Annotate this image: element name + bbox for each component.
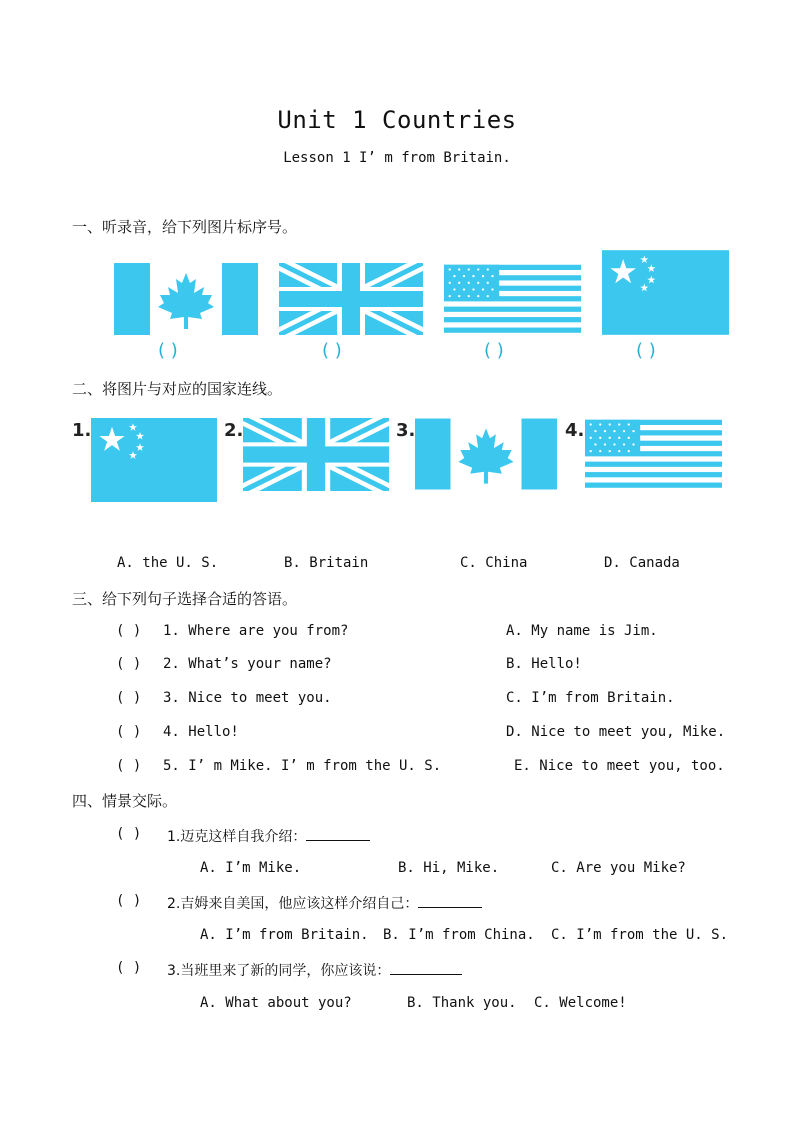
flag-number-1: 1. — [72, 420, 92, 441]
flag-number-4: 4. — [565, 420, 585, 441]
question-text: 1. Where are you from? — [163, 623, 349, 639]
question-text: 4. Hello! — [163, 724, 239, 740]
answer-blank[interactable] — [418, 893, 482, 908]
situation-text: 3.当班里来了新的同学，你应该说： — [167, 963, 391, 979]
situation-option: C. I’m from the U. S. — [551, 927, 729, 943]
answer-paren-1[interactable]: ( ) — [158, 340, 178, 361]
situation-option: A. I’m Mike. — [200, 860, 302, 876]
usa-flag — [444, 263, 581, 335]
china-flag — [91, 418, 217, 502]
situation-option: B. I’m from China. — [383, 927, 535, 943]
question-paren[interactable]: ( ) — [116, 690, 142, 706]
country-option-c: C. China — [460, 555, 528, 571]
situation-paren[interactable]: ( ) — [116, 826, 142, 842]
situation-question — [167, 826, 370, 846]
page-subtitle: Lesson 1 I’ m from Britain. — [283, 150, 511, 166]
page-title: Unit 1 Countries — [277, 106, 517, 134]
answer-paren-4[interactable]: ( ) — [636, 340, 656, 361]
question-text: 3. Nice to meet you. — [163, 690, 332, 706]
answer-option: C. I’m from Britain. — [506, 690, 675, 706]
situation-option: B. Hi, Mike. — [398, 860, 500, 876]
situation-option: C. Welcome! — [534, 995, 627, 1011]
question-paren[interactable]: ( ) — [116, 656, 142, 672]
section1-heading: 一、听录音，给下列图片标序号。 — [72, 218, 298, 236]
answer-paren-3[interactable]: ( ) — [484, 340, 504, 361]
question-paren[interactable]: ( ) — [116, 758, 142, 774]
canada-flag — [114, 263, 258, 335]
answer-blank[interactable] — [306, 826, 370, 841]
country-option-b: B. Britain — [284, 555, 369, 571]
question-text: 5. I’ m Mike. I’ m from the U. S. — [163, 758, 442, 774]
situation-question — [167, 960, 462, 980]
britain-flag — [279, 263, 423, 335]
situation-text: 1.迈克这样自我介绍： — [167, 829, 307, 845]
question-paren[interactable]: ( ) — [116, 623, 142, 639]
question-paren[interactable]: ( ) — [116, 724, 142, 740]
section3-heading: 三、给下列句子选择合适的答语。 — [72, 590, 298, 608]
flag-number-2: 2. — [224, 420, 244, 441]
answer-paren-2[interactable]: ( ) — [322, 340, 342, 361]
country-option-d: D. Canada — [604, 555, 680, 571]
situation-option: B. Thank you. — [407, 995, 517, 1011]
situation-text: 2.吉姆来自美国，他应该这样介绍自己： — [167, 896, 419, 912]
answer-option: B. Hello! — [506, 656, 582, 672]
canada-flag — [415, 418, 557, 490]
answer-option: E. Nice to meet you, too. — [514, 758, 725, 774]
china-flag — [602, 250, 729, 335]
flag-number-3: 3. — [396, 420, 416, 441]
answer-option: D. Nice to meet you, Mike. — [506, 724, 726, 740]
section4-heading: 四、情景交际。 — [72, 792, 178, 810]
situation-option: A. What about you? — [200, 995, 352, 1011]
usa-flag — [585, 418, 722, 490]
situation-question — [167, 893, 482, 913]
section2-heading: 二、将图片与对应的国家连线。 — [72, 380, 283, 398]
situation-paren[interactable]: ( ) — [116, 893, 142, 909]
situation-option: A. I’m from Britain. — [200, 927, 369, 943]
answer-option: A. My name is Jim. — [506, 623, 658, 639]
situation-option: C. Are you Mike? — [551, 860, 686, 876]
country-option-a: A. the U. S. — [117, 555, 219, 571]
britain-flag — [243, 418, 389, 491]
situation-paren[interactable]: ( ) — [116, 960, 142, 976]
answer-blank[interactable] — [390, 960, 462, 975]
question-text: 2. What’s your name? — [163, 656, 332, 672]
